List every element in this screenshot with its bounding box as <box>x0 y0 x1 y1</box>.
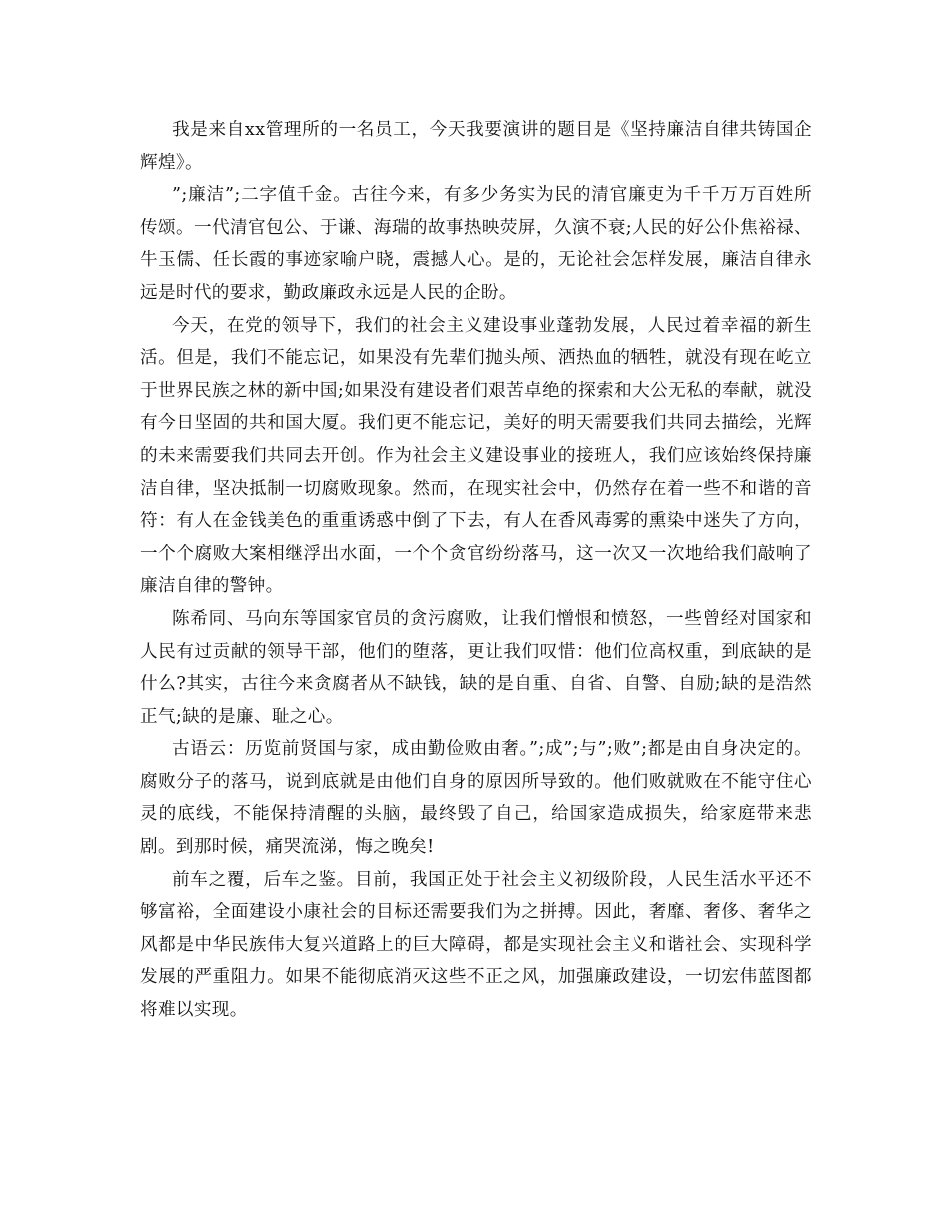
paragraph-today: 今天，在党的领导下，我们的社会主义建设事业蓬勃发展，人民过着幸福的新生活。但是，我们不能忘记，如果没有先辈们抛头颅、洒热血的牺牲，就没有现在屹立于世界民族之林的新中国;如果没有建设者们艰苦卓绝的探索和大公无私的奉献，就没有今日坚固的共和国大厦。我们更不能忘记，美好的明天需要我们共同去描绘，光辉的未来需要我们共同去开创。作为社会主义建设事业的接班人，我们应该始终保持廉洁自律，坚决抵制一切腐败现象。然而，在现实社会中，仍然存在着一些不和谐的音符：有人在金钱美色的重重诱惑中倒了下去，有人在香风毒雾的熏染中迷失了方向，一个个腐败大案相继浮出水面，一个个贪官纷纷落马，这一次又一次地给我们敲响了廉洁自律的警钟。 <box>140 315 812 597</box>
paragraph-ancient-saying: 古语云：历览前贤国与家，成由勤俭败由奢。”;成”;与”;败”;都是由自身决定的。腐败分子的落马，说到底就是由他们自身的原因所导致的。他们败就败在不能守住心灵的底线，不能保持清醒的头脑，最终毁了自己，给国家造成损失，给家庭带来悲剧。到那时候，痛哭流涕，悔之晚矣! <box>140 739 812 858</box>
document-body <box>140 114 812 1027</box>
paragraph-lesson: 前车之覆，后车之鉴。目前，我国正处于社会主义初级阶段，人民生活水平还不够富裕，全面建设小康社会的目标还需要我们为之拼搏。因此，奢靡、奢侈、奢华之风都是中华民族伟大复兴道路上的巨大障碍，都是实现社会主义和谐社会、实现科学发展的严重阻力。如果不能彻底消灭这些不正之风，加强廉政建设，一切宏伟蓝图都将难以实现。 <box>140 869 812 1021</box>
paragraph-intro: 我是来自xx管理所的一名员工，今天我要演讲的题目是《坚持廉洁自律共铸国企辉煌》。 <box>140 120 812 173</box>
paragraph-corrupt-officials: 陈希同、马向东等国家官员的贪污腐败，让我们憎恨和愤怒，一些曾经对国家和人民有过贡献的领导干部，他们的堕落，更让我们叹惜：他们位高权重，到底缺的是什么?其实，古往今来贪腐者从不缺钱，缺的是自重、自省、自警、自励;缺的是浩然正气;缺的是廉、耻之心。 <box>140 608 812 727</box>
paragraph-integrity-value: ”;廉洁”;二字值千金。古往今来，有多少务实为民的清官廉吏为千千万万百姓所传颂。一代清官包公、于谦、海瑞的故事热映荧屏，久演不衰;人民的好公仆焦裕禄、牛玉儒、任长霞的事迹家喻户晓，震撼人心。是的，无论社会怎样发展，廉洁自律永远是时代的要求，勤政廉政永远是人民的企盼。 <box>140 185 812 303</box>
